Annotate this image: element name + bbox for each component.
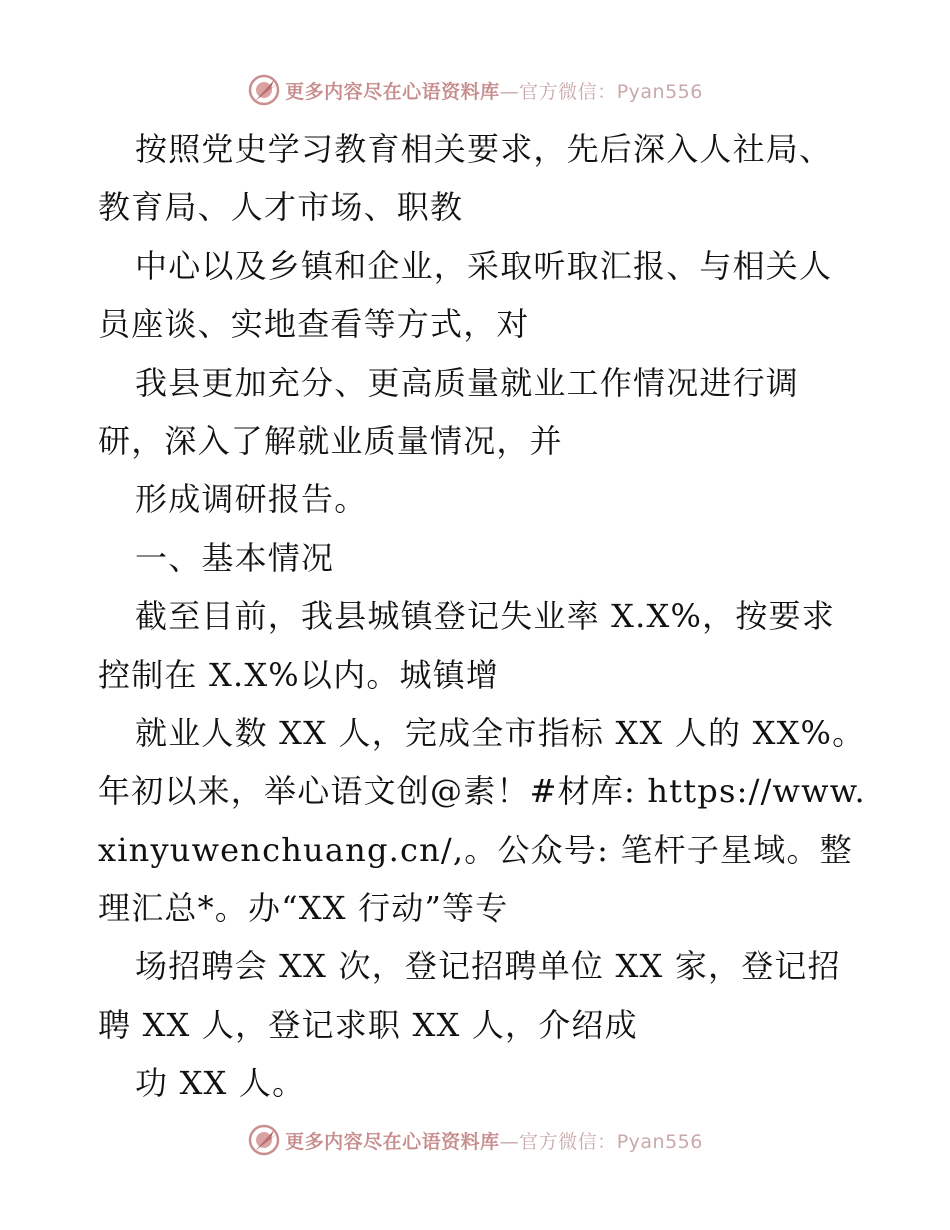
text-line: 员座谈、实地查看等方式，对: [98, 305, 530, 344]
text-line: 年初以来，举心语文创@素！#材库: https://www.: [98, 772, 866, 811]
text-line: 截至目前，我县城镇登记失业率 X.X%，按要求: [135, 597, 835, 636]
text-line: 教育局、人才市场、职教: [98, 188, 464, 227]
text-line: 控制在 X.X%以内。城镇增: [98, 655, 500, 694]
text-line: 按照党史学习教育相关要求，先后深入人社局、: [135, 130, 833, 168]
text-line: 功 XX 人。: [135, 1064, 306, 1103]
watermark-wechat-id: Pyan556: [616, 80, 703, 103]
watermark-title: 更多内容尽在心语资料库: [285, 80, 500, 103]
text-line: 就业人数 XX 人，完成全市指标 XX 人的 XX%。: [135, 713, 866, 752]
text-line: 聘 XX 人，登记求职 XX 人，介绍成: [98, 1005, 638, 1044]
text-line: 场招聘会 XX 次，登记招聘单位 XX 家，登记招: [135, 947, 841, 986]
text-line: 中心以及乡镇和企业，采取听取汇报、与相关人: [135, 246, 833, 285]
text-line: xinyuwenchuang.cn/,。公众号: 笔杆子星域。整: [98, 830, 853, 869]
text-line: 理汇总*。办“XX 行动”等专: [98, 889, 509, 928]
watermark-text: [285, 77, 703, 104]
watermark-wechat-label: 官方微信：: [519, 80, 617, 103]
text-line: 形成调研报告。: [135, 480, 368, 519]
document-body: [98, 120, 866, 1113]
watermark-wechat-label: 官方微信：: [519, 1130, 617, 1153]
text-line: 我县更加充分、更高质量就业工作情况进行调: [135, 363, 800, 402]
watermark-title: 更多内容尽在心语资料库: [285, 1130, 500, 1153]
quill-logo-icon: [247, 1123, 281, 1157]
header-watermark: [0, 70, 950, 110]
text-line: 一、基本情况: [135, 538, 335, 577]
quill-logo-icon: [247, 73, 281, 107]
watermark-separator: —: [499, 80, 520, 103]
watermark-wechat-id: Pyan556: [616, 1130, 703, 1153]
footer-watermark: [0, 1120, 950, 1160]
text-line: 研，深入了解就业质量情况，并: [98, 421, 563, 460]
watermark-separator: —: [499, 1130, 520, 1153]
watermark-text: [285, 1127, 703, 1154]
